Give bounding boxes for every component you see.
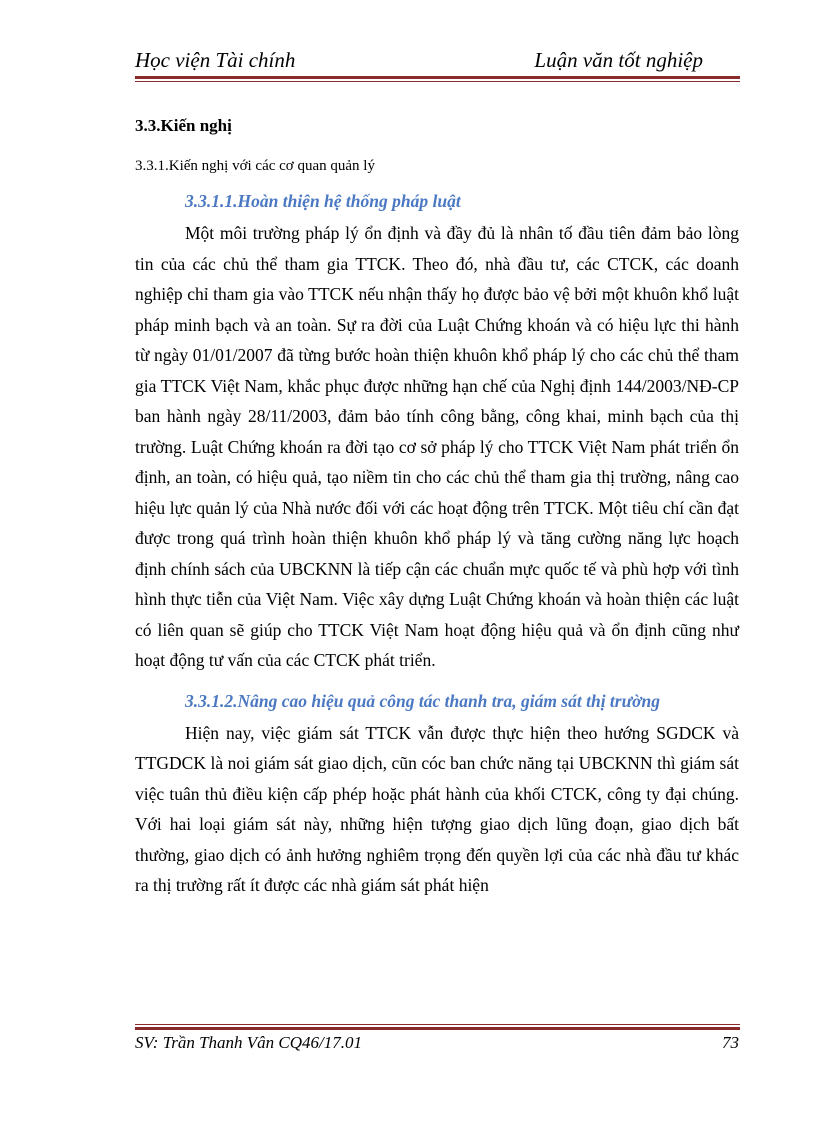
header-document-type: Luận văn tốt nghiệp (534, 48, 703, 72)
header-institution: Học viện Tài chính (135, 48, 296, 72)
page-body (135, 110, 739, 901)
body-paragraph: Hiện nay, việc giám sát TTCK vẫn được thực hiện theo hướng SGDCK và TTGDCK là noi giám sát giao dịch, cũn cóc ban chức năng tại UBCKNN thì giám sát việc tuân thủ điều kiện cấp phép hoặc phát hành của khối CTCK, công ty đại chúng. Với hai loại giám sát này, những hiện tượng giao dịch lũng đoạn, giao dịch bất thường, giao dịch có ảnh hưởng nghiêm trọng đến quyền lợi của các nhà đầu tư khác ra thị trường rất ít được các nhà giám sát phát hiện (135, 722, 739, 895)
page-number: 73 (722, 1033, 739, 1052)
header-rule (135, 76, 740, 79)
header-rule-thin (135, 81, 740, 82)
page-header (135, 46, 741, 76)
subsubsection-title: 3.3.1.1.Hoàn thiện hệ thống pháp luật (185, 191, 461, 211)
footer-rule-thin (135, 1024, 740, 1025)
section-heading: 3.3.Kiến nghị (135, 116, 232, 135)
footer-author: SV: Trần Thanh Vân CQ46/17.01 (135, 1033, 363, 1052)
subsubsection-title: 3.3.1.2.Nâng cao hiệu quả công tác thanh tra, giám sát thị trường (185, 690, 660, 711)
body-paragraph: Một môi trường pháp lý ổn định và đầy đủ là nhân tố đầu tiên đảm bảo lòng tin của các chủ thể tham gia TTCK. Theo đó, nhà đầu tư, các CTCK, các doanh nghiệp chỉ tham gia vào TTCK nếu nhận thấy họ được bảo vệ bởi một khuôn khổ luật pháp minh bạch và an toàn. Sự ra đời của Luật Chứng khoán và có hiệu lực thi hành từ ngày 01/01/2007 đã từng bước hoàn thiện khuôn khổ pháp lý cho các chủ thể tham gia TTCK Việt Nam, khắc phục được những hạn chế của Nghị định 144/2003/NĐ-CP ban hành ngày 28/11/2003, đảm bảo tính công bằng, công khai, minh bạch của thị trường. Luật Chứng khoán ra đời tạo cơ sở pháp lý cho TTCK Việt Nam phát triển ổn định, an toàn, có hiệu quả, tạo niềm tin cho các chủ thể tham gia thị trường, nâng cao hiệu lực quản lý của Nhà nước đối với các hoạt động trên TTCK. Một tiêu chí cần đạt được trong quá trình hoàn thiện khuôn khổ pháp lý và tăng cường năng lực hoạch định chính sách của UBCKNN là tiếp cận các chuẩn mực quốc tế và phù hợp với tình hình thực tiễn của Việt Nam. Việc xây dựng Luật Chứng khoán và hoàn thiện các luật có liên quan sẽ giúp cho TTCK Việt Nam hoạt động hiệu quả và ổn định cũng như hoạt động tư vấn của các CTCK phát triển. (135, 223, 739, 670)
footer-rule (135, 1027, 740, 1030)
subsection-heading: 3.3.1.Kiến nghị với các cơ quan quản lý (135, 158, 375, 174)
